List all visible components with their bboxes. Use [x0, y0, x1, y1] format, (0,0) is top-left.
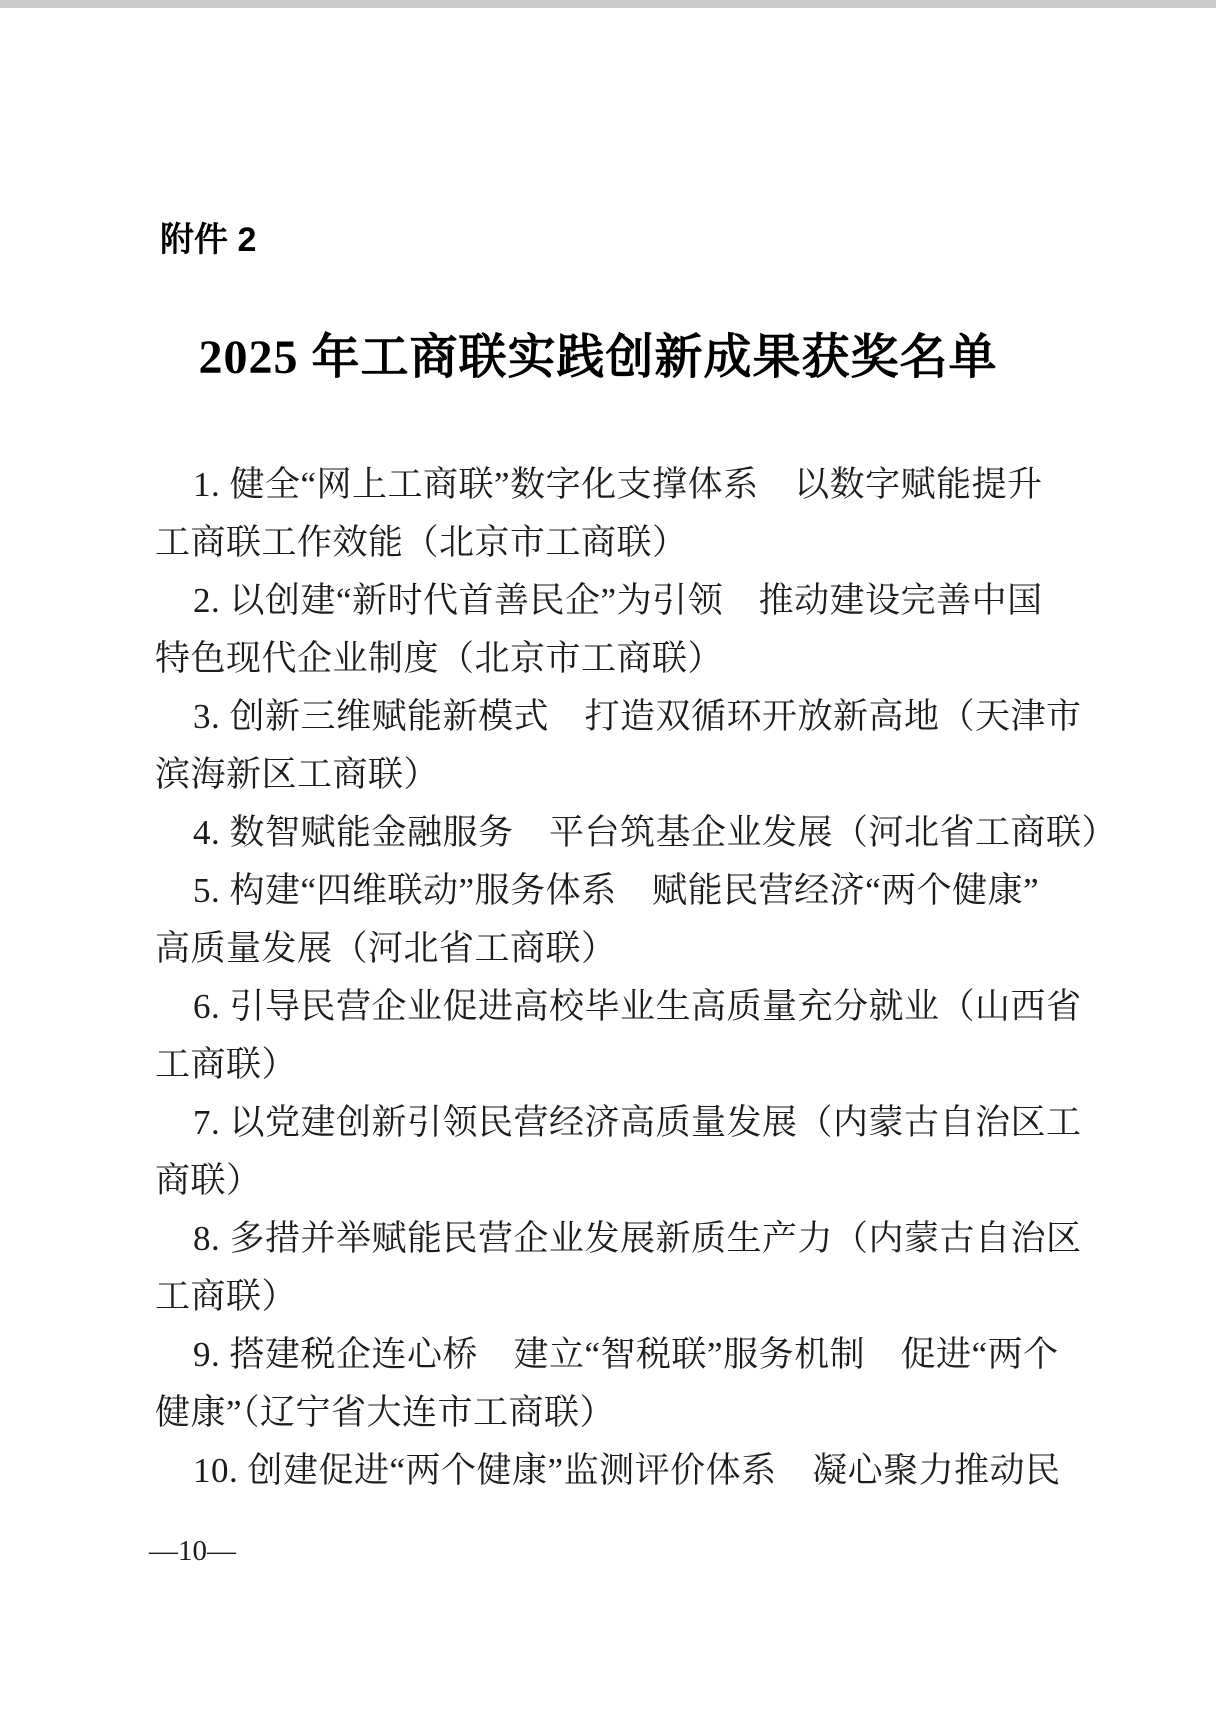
list-line-7b: 商联） — [155, 1161, 262, 1200]
list-line-1b: 工商联工作效能（北京市工商联） — [155, 523, 688, 562]
list-line-8a: 8. 多措并举赋能民营企业发展新质生产力（内蒙古自治区 — [193, 1219, 1082, 1258]
attachment-label: 附件 2 — [160, 221, 257, 259]
list-line-9b: 健康”（辽宁省大连市工商联） — [155, 1393, 616, 1432]
list-line-7a: 7. 以党建创新引领民营经济高质量发展（内蒙古自治区工 — [193, 1103, 1082, 1142]
list-line-2b: 特色现代企业制度（北京市工商联） — [155, 639, 724, 678]
list-line-6a: 6. 引导民营企业促进高校毕业生高质量充分就业（山西省 — [193, 987, 1082, 1026]
page-number: —10— — [149, 1535, 236, 1567]
top-edge-bar — [0, 0, 1216, 8]
list-line-4: 4. 数智赋能金融服务 平台筑基企业发展（河北省工商联） — [193, 813, 1118, 852]
list-line-9a: 9. 搭建税企连心桥 建立“智税联”服务机制 促进“两个 — [193, 1335, 1059, 1374]
list-line-6b: 工商联） — [155, 1045, 298, 1084]
document-body — [155, 456, 1118, 1500]
page-title: 2025 年工商联实践创新成果获奖名单 — [198, 331, 998, 384]
list-line-5a: 5. 构建“四维联动”服务体系 赋能民营经济“两个健康” — [193, 871, 1040, 910]
list-line-1a: 1. 健全“网上工商联”数字化支撑体系 以数字赋能提升 — [193, 465, 1043, 504]
list-line-2a: 2. 以创建“新时代首善民企”为引领 推动建设完善中国 — [193, 581, 1043, 620]
list-line-3a: 3. 创新三维赋能新模式 打造双循环开放新高地（天津市 — [193, 697, 1082, 736]
list-line-3b: 滨海新区工商联） — [155, 755, 440, 794]
list-line-8b: 工商联） — [155, 1277, 298, 1316]
list-line-5b: 高质量发展（河北省工商联） — [155, 929, 617, 968]
list-line-10a: 10. 创建促进“两个健康”监测评价体系 凝心聚力推动民 — [193, 1451, 1061, 1490]
